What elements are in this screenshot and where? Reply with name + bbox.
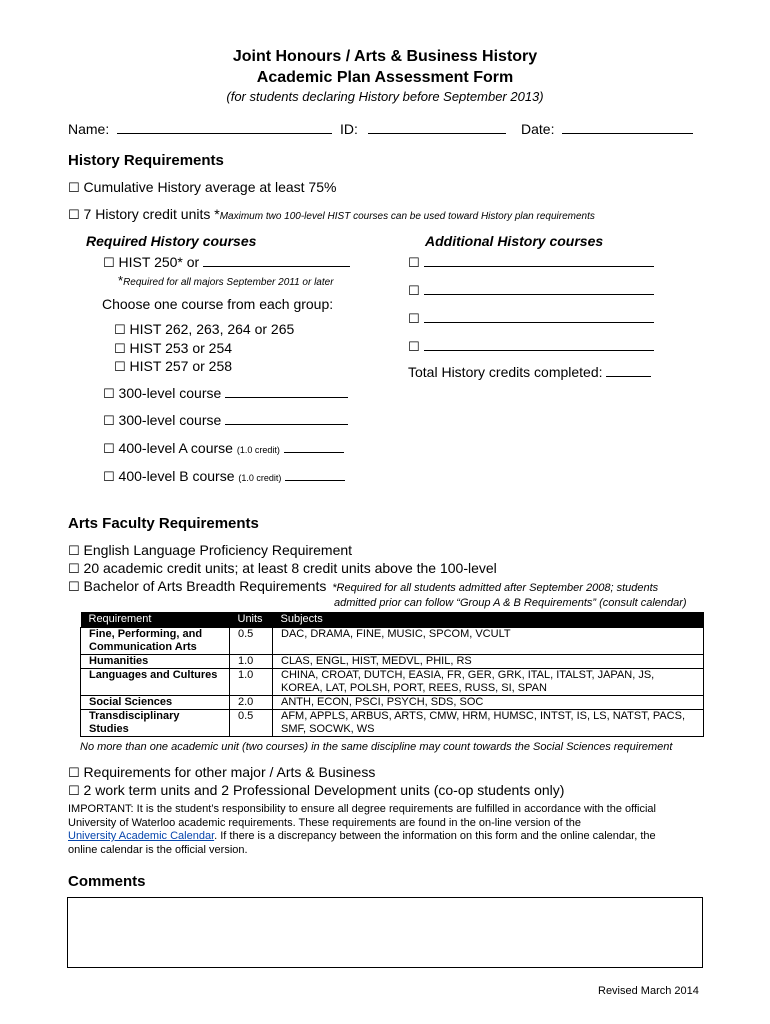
checkbox-breadth[interactable] xyxy=(68,578,658,595)
total-credits-label: Total History credits completed: xyxy=(408,364,603,380)
required-history-heading: Required History courses xyxy=(86,233,257,249)
elpr-label: English Language Proficiency Requirement xyxy=(83,542,353,558)
comments-box[interactable] xyxy=(67,897,703,968)
id-label: ID: xyxy=(340,121,358,137)
checkbox-history-units[interactable] xyxy=(68,206,595,223)
table-header-cell: Subjects xyxy=(273,612,704,628)
table-header-row xyxy=(81,612,704,628)
hist250-alt-field[interactable] xyxy=(203,254,350,267)
course-300b-field[interactable] xyxy=(225,412,348,425)
checkbox-group1[interactable] xyxy=(114,321,294,338)
checkbox-400-level-a[interactable] xyxy=(103,440,344,457)
requirement-cell: Social Sciences xyxy=(81,696,230,710)
checkbox-additional-1[interactable] xyxy=(408,254,654,271)
work-term-label: 2 work term units and 2 Professional Development units (co-op students only) xyxy=(83,782,565,798)
checkbox-icon: ☐ xyxy=(103,470,115,485)
subjects-cell: ANTH, ECON, PSCI, PSYCH, SDS, SOC xyxy=(273,696,704,710)
history-units-note: Maximum two 100-level HIST courses can be used toward History plan requirements xyxy=(219,211,595,222)
units-cell: 1.0 xyxy=(230,655,273,669)
checkbox-icon: ☐ xyxy=(103,414,115,429)
course-400a-label: 400-level A course xyxy=(118,440,233,456)
checkbox-icon: ☐ xyxy=(68,580,80,595)
breadth-requirements-table xyxy=(80,612,704,737)
academic-credits-label: 20 academic credit units; at least 8 credit units above the 100-level xyxy=(83,560,497,576)
breadth-note-1: *Required for all students admitted after September 2008; students xyxy=(332,582,659,594)
subjects-cell: AFM, APPLS, ARBUS, ARTS, CMW, HRM, HUMSC, INTST, IS, LS, NATST, PACS, SMF, SOCWK, WS xyxy=(273,710,704,737)
comments-heading: Comments xyxy=(68,873,146,890)
arts-faculty-heading: Arts Faculty Requirements xyxy=(68,515,259,532)
checkbox-group3[interactable] xyxy=(114,358,232,375)
requirement-cell: Fine, Performing, and Communication Arts xyxy=(81,628,230,655)
checkbox-additional-2[interactable] xyxy=(408,282,654,299)
course-300b-label: 300-level course xyxy=(118,412,222,428)
checkbox-group2[interactable] xyxy=(114,340,232,357)
checkbox-elpr[interactable] xyxy=(68,542,352,559)
requirement-cell: Humanities xyxy=(81,655,230,669)
course-300a-field[interactable] xyxy=(225,385,348,398)
date-field[interactable] xyxy=(562,121,693,134)
important-line-2: University of Waterloo academic requirements. These requirements are found in the on-line version of the xyxy=(68,816,581,829)
table-row xyxy=(81,628,704,655)
checkbox-icon: ☐ xyxy=(114,360,126,375)
additional-course-field[interactable] xyxy=(424,254,654,267)
course-400b-field[interactable] xyxy=(285,468,345,481)
checkbox-icon: ☐ xyxy=(68,784,80,799)
checkbox-icon: ☐ xyxy=(408,340,420,355)
subjects-cell: DAC, DRAMA, FINE, MUSIC, SPCOM, VCULT xyxy=(273,628,704,655)
hist250-label: HIST 250* or xyxy=(118,254,200,270)
history-requirements-heading: History Requirements xyxy=(68,152,224,169)
course-300a-label: 300-level course xyxy=(118,385,222,401)
id-row xyxy=(340,121,506,137)
checkbox-icon: ☐ xyxy=(103,256,115,271)
additional-course-field[interactable] xyxy=(424,338,654,351)
checkbox-icon: ☐ xyxy=(103,442,115,457)
checkbox-icon: ☐ xyxy=(68,562,80,577)
table-row xyxy=(81,655,704,669)
checkbox-icon: ☐ xyxy=(408,256,420,271)
table-header-cell: Requirement xyxy=(81,612,230,628)
subjects-cell: CLAS, ENGL, HIST, MEDVL, PHIL, RS xyxy=(273,655,704,669)
date-row xyxy=(521,121,693,137)
additional-history-heading: Additional History courses xyxy=(425,233,604,249)
additional-course-field[interactable] xyxy=(424,282,654,295)
history-units-label: 7 History credit units * xyxy=(83,206,220,222)
checkbox-hist250[interactable] xyxy=(103,254,350,271)
important-line-3 xyxy=(68,830,656,844)
table-header-cell: Units xyxy=(230,612,273,628)
id-field[interactable] xyxy=(368,121,506,134)
units-cell: 2.0 xyxy=(230,696,273,710)
checkbox-icon: ☐ xyxy=(68,766,80,781)
other-major-label: Requirements for other major / Arts & Business xyxy=(83,764,376,780)
subjects-cell: CHINA, CROAT, DUTCH, EASIA, FR, GER, GRK, ITAL, ITALST, JAPAN, JS, KOREA, LAT, POLSH, PORT, REES, RUSS, SI, SPAN xyxy=(273,669,704,696)
checkbox-icon: ☐ xyxy=(408,284,420,299)
important-line-1: IMPORTANT: It is the student’s responsibility to ensure all degree requirements are fulfilled in accordance with the official xyxy=(68,803,656,815)
requirement-cell: Transdisciplinary Studies xyxy=(81,710,230,737)
units-cell: 0.5 xyxy=(230,628,273,655)
checkbox-icon: ☐ xyxy=(408,312,420,327)
calendar-link[interactable]: University Academic Calendar xyxy=(68,830,215,842)
revised-date: Revised March 2014 xyxy=(598,985,699,997)
history-average-label: Cumulative History average at least 75% xyxy=(83,179,337,195)
total-credits-field[interactable] xyxy=(606,364,651,377)
name-field[interactable] xyxy=(117,121,332,134)
breadth-note-2: admitted prior can follow “Group A & B Requirements” (consult calendar) xyxy=(334,597,687,609)
hist250-note-row xyxy=(118,272,334,290)
breadth-label: Bachelor of Arts Breadth Requirements xyxy=(83,578,327,594)
checkbox-other-major[interactable] xyxy=(68,764,375,781)
table-row xyxy=(81,696,704,710)
units-cell: 1.0 xyxy=(230,669,273,696)
checkbox-400-level-b[interactable] xyxy=(103,468,345,485)
table-row xyxy=(81,710,704,737)
checkbox-icon: ☐ xyxy=(68,181,80,196)
name-label: Name: xyxy=(68,121,110,137)
checkbox-history-average[interactable] xyxy=(68,179,336,196)
form-title-line1: Joint Honours / Arts & Business History xyxy=(232,48,538,65)
checkbox-icon: ☐ xyxy=(68,544,80,559)
group3-label: HIST 257 or 258 xyxy=(129,358,233,374)
choose-one-instruction: Choose one course from each group: xyxy=(102,296,334,312)
hist250-note-star: * xyxy=(118,273,124,288)
group2-label: HIST 253 or 254 xyxy=(129,340,233,356)
credit-note: (1.0 credit) xyxy=(238,473,282,483)
units-cell: 0.5 xyxy=(230,710,273,737)
checkbox-icon: ☐ xyxy=(103,387,115,402)
important-line-3-text: . If there is a discrepancy between the information on this form and the online calendar, the xyxy=(214,830,656,842)
checkbox-300-level-b[interactable] xyxy=(103,412,348,429)
checkbox-work-term[interactable] xyxy=(68,782,564,799)
course-400b-label: 400-level B course xyxy=(118,468,235,484)
date-label: Date: xyxy=(521,121,555,137)
important-line-4: online calendar is the official version. xyxy=(68,843,248,856)
form-subtitle: (for students declaring History before September 2013) xyxy=(226,89,544,104)
checkbox-300-level-a[interactable] xyxy=(103,385,348,402)
additional-course-field[interactable] xyxy=(424,310,654,323)
credit-note: (1.0 credit) xyxy=(236,445,280,455)
important-notice xyxy=(68,803,656,857)
table-row xyxy=(81,669,704,696)
checkbox-academic-credits[interactable] xyxy=(68,560,497,577)
requirement-cell: Languages and Cultures xyxy=(81,669,230,696)
checkbox-icon: ☐ xyxy=(114,323,126,338)
form-title-line2: Academic Plan Assessment Form xyxy=(256,69,514,86)
total-credits-row xyxy=(408,364,651,380)
checkbox-icon: ☐ xyxy=(114,342,126,357)
group1-label: HIST 262, 263, 264 or 265 xyxy=(129,321,295,337)
checkbox-additional-4[interactable] xyxy=(408,338,654,355)
name-row xyxy=(68,121,332,137)
table-note: No more than one academic unit (two courses) in the same discipline may count towards the Social Sciences requirement xyxy=(80,741,673,753)
course-400a-field[interactable] xyxy=(284,440,344,453)
checkbox-icon: ☐ xyxy=(68,208,80,223)
checkbox-additional-3[interactable] xyxy=(408,310,654,327)
hist250-note: Required for all majors September 2011 or later xyxy=(123,277,334,288)
